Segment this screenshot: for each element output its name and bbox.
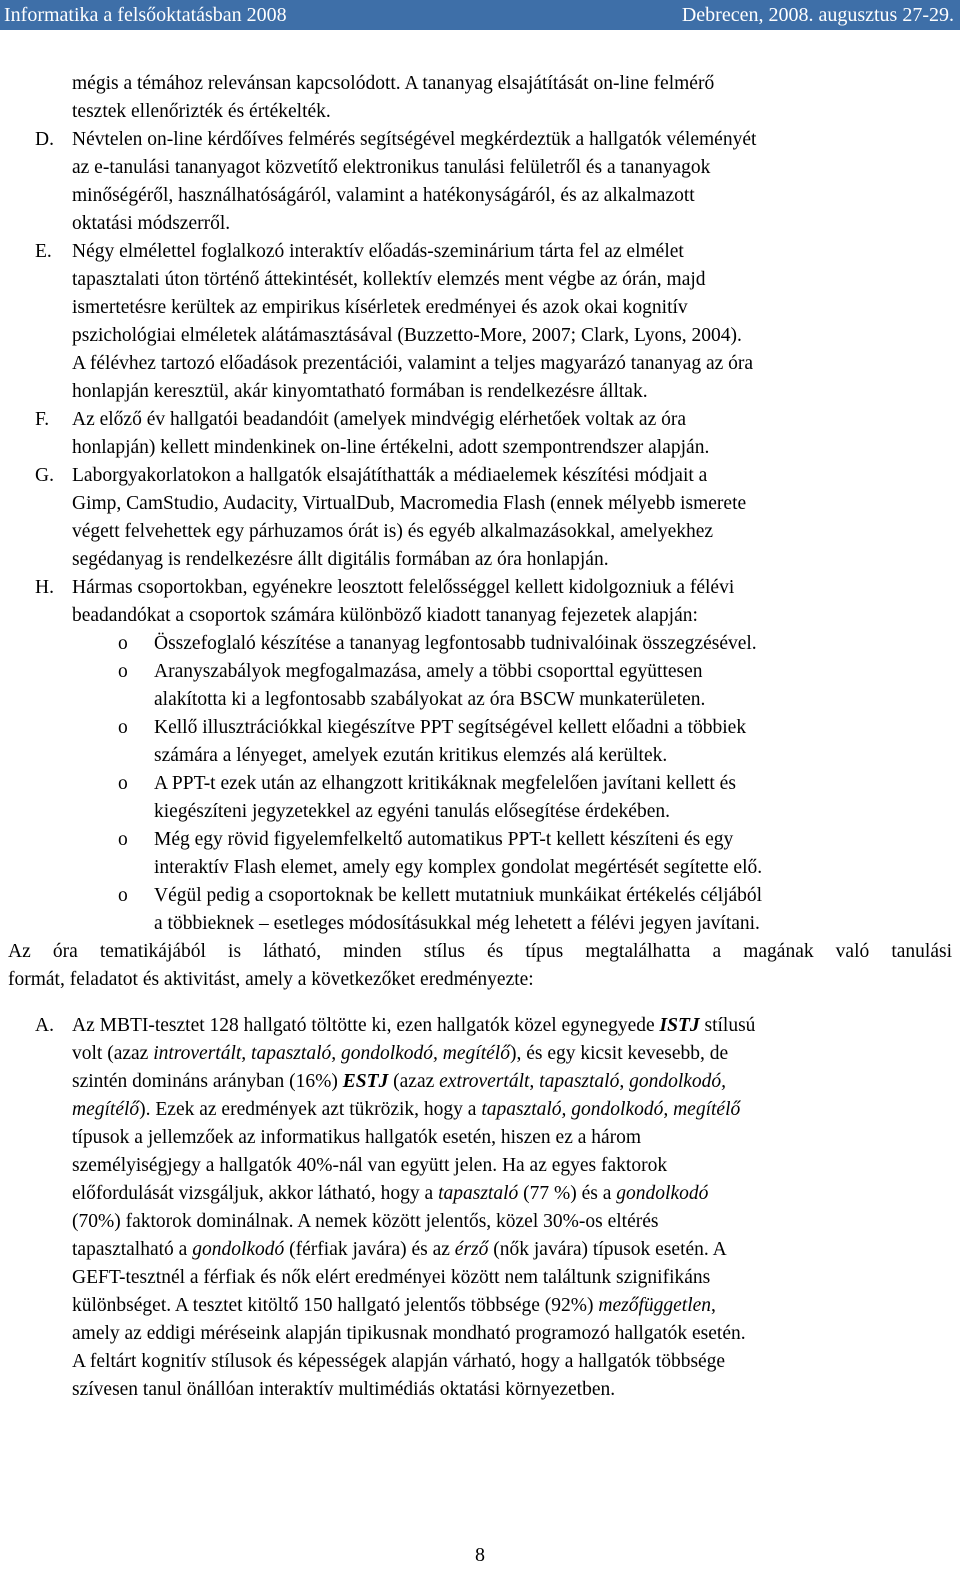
text-run: stílusú: [699, 1015, 756, 1036]
text-line: Aranyszabályok megfogalmazása, amely a többi csoporttal együttesen: [154, 661, 703, 682]
text-line: beadandókat a csoportok számára különböző kiadott tananyag fejezetek alapján:: [72, 605, 698, 626]
running-header: [0, 0, 960, 30]
result-item-a: [8, 1012, 952, 1404]
text-line: (70%) faktorok dominálnak. A nemek között jelentős, közel 30%-os eltérés: [72, 1211, 659, 1232]
italic-run: tapasztaló, gondolkodó, megítélő: [481, 1099, 741, 1120]
sub-list-item: [8, 714, 952, 770]
text-line: Kellő illusztrációkkal kiegészítve PPT segítségével kellett előadni a többiek: [154, 717, 747, 738]
text-line: ismertetésre kerültek az empirikus kísérletek eredményei és azok okai kognitív: [72, 297, 688, 318]
text-line: GEFT-tesztnél a férfiak és nők elért eredményei között nem találtunk szignifikáns: [72, 1267, 711, 1288]
text-line: interaktív Flash elemet, amely egy komplex gondolat megértését segítette elő.: [154, 857, 763, 878]
list-item-d: [8, 126, 952, 238]
italic-run: extrovertált, tapasztaló, gondolkodó,: [439, 1071, 727, 1092]
bullet-marker: o: [118, 717, 128, 738]
text-line: [72, 1292, 952, 1320]
text-line: Összefoglaló készítése a tananyag legfontosabb tudnivalóinak összegzésével.: [154, 633, 757, 654]
list-letter: D.: [35, 129, 54, 150]
header-title: Informatika a felsőoktatásban 2008: [4, 4, 287, 26]
bullet-marker: o: [118, 885, 128, 906]
italic-run: introvertált, tapasztaló, gondolkodó, megítélő: [153, 1043, 510, 1064]
text-line: Négy elmélettel foglalkozó interaktív előadás-szeminárium tárta fel az elmélet: [72, 241, 684, 262]
text-line: személyiségjegy a hallgatók 40%-nál van együtt jelen. Ha az egyes faktorok: [72, 1155, 668, 1176]
list-letter: H.: [35, 577, 54, 598]
text-line: tesztek ellenőrizték és értékelték.: [72, 101, 331, 122]
page-number: 8: [475, 1544, 485, 1566]
text-line: Hármas csoportokban, egyénekre leosztott felelősséggel kellett kidolgozniuk a félévi: [72, 577, 735, 598]
sub-list-item: [8, 658, 952, 714]
list-item-f: [8, 406, 952, 462]
italic-run: érző: [454, 1239, 489, 1260]
text-run: tapasztalható a: [72, 1239, 193, 1260]
text-line: Az előző év hallgatói beadandóit (amelyek mindvégig elérhetőek voltak az óra: [72, 409, 687, 430]
bullet-marker: o: [118, 633, 128, 654]
text-line: [72, 1068, 952, 1096]
intro-continuation: [8, 70, 952, 126]
emphasis-estj: ESTJ: [342, 1071, 389, 1092]
text-line: Még egy rövid figyelemfelkeltő automatikus PPT-t kellett készíteni és egy: [154, 829, 734, 850]
text-line: mégis a témához relevánsan kapcsolódott. A tananyag elsajátítását on-line felmérő: [72, 73, 715, 94]
text-line: az e-tanulási tananyagot közvetítő elektronikus tanulási felületről és a tananyagok: [72, 157, 711, 178]
text-run: ,: [711, 1295, 716, 1316]
text-line: honlapján keresztül, akár kinyomtatható formában is rendelkezésre álltak.: [72, 381, 648, 402]
text-line: [72, 1096, 952, 1124]
bullet-marker: o: [118, 773, 128, 794]
list-item-g: [8, 462, 952, 574]
text-line: [72, 1180, 952, 1208]
text-line: Gimp, CamStudio, Audacity, VirtualDub, Macromedia Flash (ennek mélyebb ismerete: [72, 493, 747, 514]
list-item-h: [8, 574, 952, 630]
italic-run: gondolkodó: [616, 1183, 709, 1204]
text-line: honlapján) kellett mindenkinek on-line értékelni, adott szempontrendszer alapján.: [72, 437, 710, 458]
list-letter: E.: [35, 241, 52, 262]
text-line: oktatási módszerről.: [72, 213, 231, 234]
text-line: alakította ki a legfontosabb szabályokat az óra BSCW munkaterületen.: [154, 689, 706, 710]
text-run: előfordulását vizsgáljuk, akkor látható, hogy a: [72, 1183, 439, 1204]
text-line: pszichológiai elméletek alátámasztásával (Buzzetto-More, 2007; Clark, Lyons, 2004).: [72, 325, 742, 346]
text-run: Az MBTI-tesztet 128 hallgató töltötte ki, ezen hallgatók közel egynegyede: [72, 1015, 660, 1036]
list-letter: A.: [35, 1015, 54, 1036]
text-line: kiegészíteni jegyzetekkel az egyéni tanulás elősegítése érdekében.: [154, 801, 670, 822]
page-body: [8, 70, 952, 1404]
bullet-marker: o: [118, 661, 128, 682]
text-run: (nők javára) típusok esetén. A: [488, 1239, 727, 1260]
text-line: [72, 1040, 952, 1068]
sub-list-item: [8, 630, 952, 658]
text-line: Laborgyakorlatokon a hallgatók elsajátíthatták a médiaelemek készítési módjait a: [72, 465, 708, 486]
text-line: számára a lényeget, amelyek ezután kritikus elemzés alá kerültek.: [154, 745, 668, 766]
text-line: a többieknek – esetleges módosításukkal még lehetett a félévi jegyen javítani.: [154, 913, 760, 934]
text-line: minőségéről, használhatóságáról, valamint a hatékonyságáról, és az alkalmazott: [72, 185, 695, 206]
italic-run: gondolkodó: [192, 1239, 285, 1260]
sub-list-item: [8, 770, 952, 826]
sub-list-item: [8, 882, 952, 938]
text-line: [72, 1012, 952, 1040]
list-item-e: [8, 238, 952, 406]
list-letter: F.: [35, 409, 50, 430]
text-line: amely az eddigi méréseink alapján tipikusnak mondható programozó hallgatók esetén.: [72, 1323, 746, 1344]
text-run: (77 %) és a: [518, 1183, 617, 1204]
text-line: formát, feladatot és aktivitást, amely a következőket eredményezte:: [8, 969, 534, 990]
text-run: (férfiak javára) és az: [284, 1239, 455, 1260]
text-line: tapasztalati úton történő áttekintését, kollektív elemzés ment végbe az órán, majd: [72, 269, 706, 290]
text-line: segédanyag is rendelkezésre állt digitális formában az óra honlapján.: [72, 549, 609, 570]
text-line: szívesen tanul önállóan interaktív multimédiás oktatási környezetben.: [72, 1379, 616, 1400]
text-line: típusok a jellemzőek az informatikus hallgatók esetén, hiszen ez a három: [72, 1127, 642, 1148]
text-run: különbséget. A tesztet kitöltő 150 hallgató jelentős többsége (92%): [72, 1295, 599, 1316]
header-date: Debrecen, 2008. augusztus 27-29.: [681, 4, 954, 26]
bullet-marker: o: [118, 829, 128, 850]
emphasis-istj: ISTJ: [659, 1015, 700, 1036]
italic-run: megítélő: [72, 1099, 140, 1120]
text-run: volt (azaz: [72, 1043, 154, 1064]
text-run: szintén domináns arányban (16%): [72, 1071, 343, 1092]
text-line: [72, 1236, 952, 1264]
italic-run: mezőfüggetlen: [598, 1295, 712, 1316]
text-line: Végül pedig a csoportoknak be kellett mutatniuk munkáikat értékelés céljából: [154, 885, 763, 906]
italic-run: tapasztaló: [438, 1183, 519, 1204]
text-run: (azaz: [388, 1071, 440, 1092]
summary-paragraph: [8, 938, 952, 994]
text-line: végett felvehettek egy párhuzamos órát is) és egyéb alkalmazásokkal, amelyekhez: [72, 521, 714, 542]
text-line: Az óra tematikájából is látható, minden stílus és típus megtalálhatta a magának való tanulási: [8, 941, 952, 962]
text-line: A félévhez tartozó előadások prezentációi, valamint a teljes magyarázó tananyag az óra: [72, 353, 754, 374]
text-run: ), és egy kicsit kevesebb, de: [509, 1043, 729, 1064]
paragraph-gap: [8, 994, 952, 1012]
text-run: ). Ezek az eredmények azt tükrözik, hogy a: [139, 1099, 482, 1120]
text-line: Névtelen on-line kérdőíves felmérés segítségével megkérdeztük a hallgatók véleményét: [72, 129, 757, 150]
sub-list-item: [8, 826, 952, 882]
text-line: A PPT-t ezek után az elhangzott kritikáknak megfelelően javítani kellett és: [154, 773, 736, 794]
text-line: A feltárt kognitív stílusok és képességek alapján várható, hogy a hallgatók többsége: [72, 1351, 726, 1372]
list-letter: G.: [35, 465, 54, 486]
